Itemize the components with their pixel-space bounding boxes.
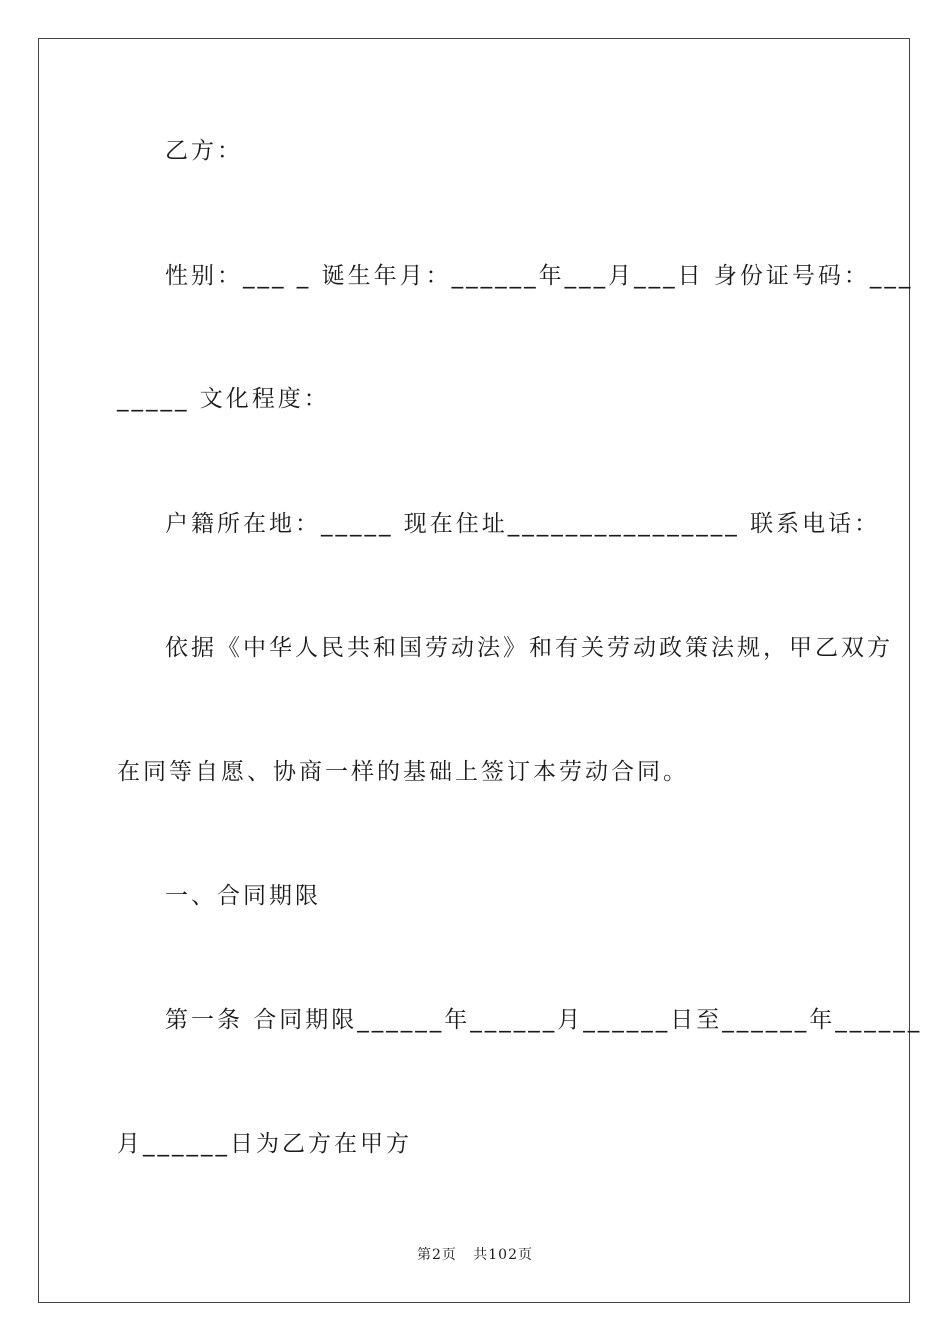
basis-paragraph-line-1: 依据《中华人民共和国劳动法》和有关劳动政策法规，甲乙双方 [165,635,893,661]
article-one-line-2: 月______日为乙方在甲方 [117,1131,412,1157]
page-number-footer: 第2页 共102页 [417,1247,533,1263]
page-border [38,38,910,1303]
basis-paragraph-line-2: 在同等自愿、协商一样的基础上签订本劳动合同。 [117,759,689,785]
residence-address-phone-line: 户籍所在地：_____ 现在住址________________ 联系电话： [165,511,881,537]
gender-birth-id-line: 性别：___ _ 诞生年月：______年___月___日 身份证号码：___ [165,263,914,289]
education-line: _____ 文化程度： [117,386,330,412]
article-one-line-1: 第一条 合同期限______年______月______日至______年______ [165,1007,923,1033]
party-b-label: 乙方： [165,138,243,164]
section-heading-contract-term: 一、合同期限 [165,883,321,909]
